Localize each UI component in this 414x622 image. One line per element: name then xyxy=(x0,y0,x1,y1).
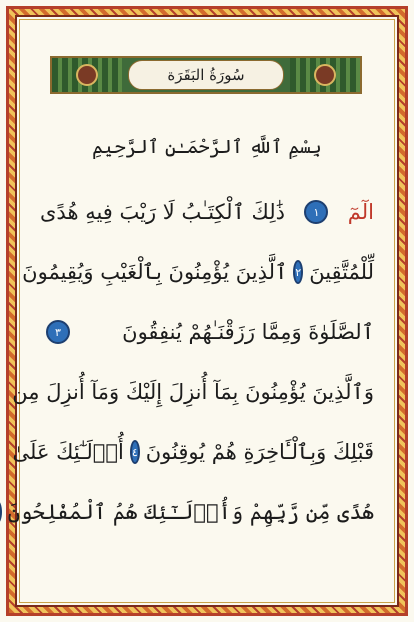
ayah-number-marker: ١ xyxy=(304,200,328,224)
verse-segment: ذَٰلِكَ ٱلْكِتَـٰبُ لَا رَيْبَ فِيهِ هُدًى xyxy=(40,200,285,224)
verse-line xyxy=(7,482,374,542)
basmala: بِسْمِ ٱللَّهِ ٱلرَّحْمَـٰنِ ٱلرَّحِيمِ xyxy=(92,136,322,158)
verse-segment: قَبْلِكَ وَبِٱلْـَٔاخِرَةِ هُمْ يُوقِنُونَ xyxy=(145,440,374,464)
medallion-icon xyxy=(76,64,98,86)
verse-text xyxy=(7,112,374,542)
ayah-number-marker: ٤ xyxy=(130,440,140,464)
surah-title: سُورَةُ البَقَرَة xyxy=(128,60,284,90)
verse-segment: هُدًى مِّن رَّبِّهِمْ وَأُو۟لَـٰٓئِكَ هُمُ ٱلْمُفْلِحُونَ xyxy=(7,500,374,524)
verse-line xyxy=(40,302,374,362)
surah-header xyxy=(50,56,362,94)
medallion-icon xyxy=(314,64,336,86)
verse-segment: ٱلَّذِينَ يُؤْمِنُونَ بِٱلْغَيْبِ وَيُقِيمُونَ xyxy=(22,260,288,284)
header-ornament-right xyxy=(52,58,122,92)
ayah-number-marker: ٣ xyxy=(46,320,70,344)
verse-segment: لِّلْمُتَّقِينَ xyxy=(309,260,374,284)
verse-line xyxy=(12,422,374,482)
header-ornament-left xyxy=(290,58,360,92)
ayah-number-marker xyxy=(0,500,2,524)
verse-segment: وَٱلَّذِينَ يُؤْمِنُونَ بِمَآ أُنزِلَ إِلَيْكَ وَمَآ أُنزِلَ مِن xyxy=(12,380,374,404)
verse-line xyxy=(40,182,374,242)
verse-segment: أُو۟لَـٰٓئِكَ عَلَىٰ xyxy=(12,440,124,464)
verse-segment: الٓمٓ xyxy=(347,200,374,224)
verse-line xyxy=(22,242,374,302)
verse-segment: ٱلصَّلَوٰةَ وَمِمَّا رَزَقْنَـٰهُمْ يُنفِقُونَ xyxy=(122,320,374,344)
ayah-number-marker: ٢ xyxy=(293,260,303,284)
verse-line xyxy=(12,362,374,422)
